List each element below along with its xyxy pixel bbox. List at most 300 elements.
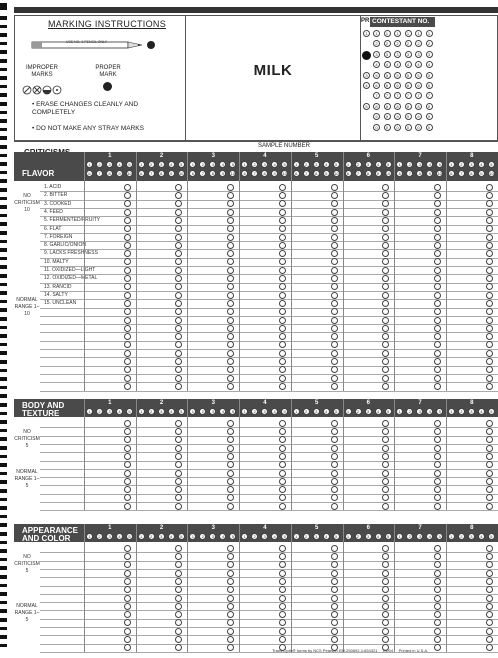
- criticism-bubble[interactable]: [175, 578, 182, 585]
- score-bubble[interactable]: 3: [106, 408, 113, 415]
- criticism-bubble[interactable]: [486, 420, 493, 427]
- criticism-bubble[interactable]: [227, 570, 234, 577]
- contestant-digit-bubble[interactable]: 0: [394, 124, 401, 131]
- criticism-bubble[interactable]: [434, 325, 441, 332]
- criticism-bubble[interactable]: [331, 350, 338, 357]
- criticism-bubble[interactable]: [382, 267, 389, 274]
- score-bubble[interactable]: 9: [323, 170, 330, 177]
- criticism-bubble[interactable]: [279, 225, 286, 232]
- criticism-bubble[interactable]: [227, 217, 234, 224]
- pr-bubble[interactable]: 3: [363, 72, 370, 79]
- criticism-bubble[interactable]: [279, 478, 286, 485]
- criticism-bubble[interactable]: [434, 595, 441, 602]
- contestant-digit-bubble[interactable]: 0: [415, 124, 422, 131]
- criticism-bubble[interactable]: [227, 553, 234, 560]
- contestant-digit-bubble[interactable]: 3: [373, 51, 380, 58]
- criticism-bubble[interactable]: [124, 292, 131, 299]
- criticism-bubble[interactable]: [227, 225, 234, 232]
- score-bubble[interactable]: 6: [396, 170, 403, 177]
- score-bubble[interactable]: 1: [138, 533, 145, 540]
- criticism-bubble[interactable]: [434, 275, 441, 282]
- criticism-bubble[interactable]: [279, 461, 286, 468]
- criticism-bubble[interactable]: [227, 366, 234, 373]
- contestant-digit-bubble[interactable]: 6: [405, 82, 412, 89]
- criticism-bubble[interactable]: [486, 200, 493, 207]
- criticism-bubble[interactable]: [486, 461, 493, 468]
- criticism-bubble[interactable]: [486, 545, 493, 552]
- score-bubble[interactable]: 3: [158, 161, 165, 168]
- criticism-bubble[interactable]: [382, 341, 389, 348]
- criticism-bubble[interactable]: [382, 461, 389, 468]
- score-bubble[interactable]: 1: [396, 408, 403, 415]
- contestant-digit-bubble[interactable]: 7: [426, 92, 433, 99]
- score-bubble[interactable]: 2: [251, 161, 258, 168]
- criticism-bubble[interactable]: [331, 358, 338, 365]
- criticism-bubble[interactable]: [124, 570, 131, 577]
- criticism-bubble[interactable]: [331, 545, 338, 552]
- score-bubble[interactable]: 1: [241, 408, 248, 415]
- contestant-digit-bubble[interactable]: 1: [405, 30, 412, 37]
- criticism-bubble[interactable]: [331, 242, 338, 249]
- criticism-bubble[interactable]: [382, 333, 389, 340]
- criticism-bubble[interactable]: [175, 358, 182, 365]
- score-bubble[interactable]: 1: [86, 408, 93, 415]
- criticism-bubble[interactable]: [279, 586, 286, 593]
- score-bubble[interactable]: 3: [209, 161, 216, 168]
- criticism-bubble[interactable]: [175, 545, 182, 552]
- criticism-bubble[interactable]: [124, 636, 131, 643]
- contestant-digit-bubble[interactable]: 7: [405, 92, 412, 99]
- criticism-bubble[interactable]: [486, 341, 493, 348]
- criticism-bubble[interactable]: [331, 611, 338, 618]
- score-bubble[interactable]: 5: [385, 408, 392, 415]
- score-bubble[interactable]: 7: [148, 170, 155, 177]
- criticism-bubble[interactable]: [279, 192, 286, 199]
- criticism-bubble[interactable]: [124, 333, 131, 340]
- score-bubble[interactable]: 6: [345, 170, 352, 177]
- criticism-bubble[interactable]: [382, 325, 389, 332]
- criticism-bubble[interactable]: [434, 358, 441, 365]
- criticism-bubble[interactable]: [175, 586, 182, 593]
- contestant-digit-bubble[interactable]: 7: [415, 92, 422, 99]
- criticism-bubble[interactable]: [124, 561, 131, 568]
- score-bubble[interactable]: 6: [241, 170, 248, 177]
- criticism-bubble[interactable]: [382, 209, 389, 216]
- criticism-bubble[interactable]: [331, 603, 338, 610]
- score-bubble[interactable]: 7: [251, 170, 258, 177]
- criticism-bubble[interactable]: [124, 553, 131, 560]
- criticism-bubble[interactable]: [486, 292, 493, 299]
- criticism-bubble[interactable]: [227, 333, 234, 340]
- contestant-digit-bubble[interactable]: 8: [426, 103, 433, 110]
- score-bubble[interactable]: 9: [426, 170, 433, 177]
- contestant-digit-bubble[interactable]: 2: [415, 40, 422, 47]
- criticism-bubble[interactable]: [331, 308, 338, 315]
- criticism-bubble[interactable]: [175, 341, 182, 348]
- criticism-bubble[interactable]: [227, 619, 234, 626]
- score-bubble[interactable]: 3: [158, 533, 165, 540]
- criticism-bubble[interactable]: [331, 275, 338, 282]
- criticism-bubble[interactable]: [227, 453, 234, 460]
- criticism-bubble[interactable]: [331, 570, 338, 577]
- criticism-bubble[interactable]: [175, 292, 182, 299]
- criticism-bubble[interactable]: [279, 603, 286, 610]
- criticism-bubble[interactable]: [486, 595, 493, 602]
- score-bubble[interactable]: 5: [488, 161, 495, 168]
- criticism-bubble[interactable]: [175, 603, 182, 610]
- score-bubble[interactable]: 2: [251, 533, 258, 540]
- score-bubble[interactable]: 6: [138, 170, 145, 177]
- contestant-digit-bubble[interactable]: 4: [405, 61, 412, 68]
- criticism-bubble[interactable]: [382, 453, 389, 460]
- criticism-bubble[interactable]: [486, 225, 493, 232]
- criticism-bubble[interactable]: [124, 258, 131, 265]
- criticism-bubble[interactable]: [382, 292, 389, 299]
- criticism-bubble[interactable]: [486, 383, 493, 390]
- criticism-bubble[interactable]: [124, 603, 131, 610]
- criticism-bubble[interactable]: [227, 420, 234, 427]
- contestant-digit-bubble[interactable]: 1: [415, 30, 422, 37]
- criticism-bubble[interactable]: [434, 586, 441, 593]
- criticism-bubble[interactable]: [175, 644, 182, 651]
- score-bubble[interactable]: 4: [168, 161, 175, 168]
- criticism-bubble[interactable]: [124, 503, 131, 510]
- criticism-bubble[interactable]: [175, 325, 182, 332]
- score-bubble[interactable]: 5: [178, 161, 185, 168]
- score-bubble[interactable]: 1: [448, 161, 455, 168]
- criticism-bubble[interactable]: [331, 553, 338, 560]
- criticism-bubble[interactable]: [124, 420, 131, 427]
- contestant-digit-bubble[interactable]: 5: [405, 72, 412, 79]
- score-bubble[interactable]: 3: [468, 408, 475, 415]
- criticism-bubble[interactable]: [331, 333, 338, 340]
- contestant-digit-bubble[interactable]: 4: [373, 61, 380, 68]
- score-bubble[interactable]: 4: [426, 533, 433, 540]
- criticism-bubble[interactable]: [331, 366, 338, 373]
- criticism-bubble[interactable]: [382, 308, 389, 315]
- criticism-bubble[interactable]: [486, 325, 493, 332]
- criticism-bubble[interactable]: [331, 192, 338, 199]
- score-bubble[interactable]: 5: [178, 533, 185, 540]
- criticism-bubble[interactable]: [434, 570, 441, 577]
- criticism-bubble[interactable]: [382, 234, 389, 241]
- criticism-bubble[interactable]: [382, 578, 389, 585]
- criticism-bubble[interactable]: [279, 258, 286, 265]
- criticism-bubble[interactable]: [434, 383, 441, 390]
- criticism-bubble[interactable]: [434, 644, 441, 651]
- criticism-bubble[interactable]: [486, 366, 493, 373]
- criticism-bubble[interactable]: [124, 308, 131, 315]
- criticism-bubble[interactable]: [382, 619, 389, 626]
- score-bubble[interactable]: 3: [365, 408, 372, 415]
- criticism-bubble[interactable]: [486, 300, 493, 307]
- criticism-bubble[interactable]: [434, 341, 441, 348]
- score-bubble[interactable]: 4: [219, 408, 226, 415]
- score-bubble[interactable]: 10: [489, 171, 494, 176]
- criticism-bubble[interactable]: [124, 611, 131, 618]
- score-bubble[interactable]: 3: [365, 533, 372, 540]
- criticism-bubble[interactable]: [434, 250, 441, 257]
- criticism-bubble[interactable]: [279, 445, 286, 452]
- score-bubble[interactable]: 10: [334, 171, 339, 176]
- criticism-bubble[interactable]: [331, 619, 338, 626]
- contestant-digit-bubble[interactable]: 6: [426, 82, 433, 89]
- score-bubble[interactable]: 8: [209, 170, 216, 177]
- criticism-bubble[interactable]: [175, 478, 182, 485]
- criticism-bubble[interactable]: [434, 267, 441, 274]
- criticism-bubble[interactable]: [124, 436, 131, 443]
- criticism-bubble[interactable]: [175, 366, 182, 373]
- score-bubble[interactable]: 4: [478, 408, 485, 415]
- contestant-digit-bubble[interactable]: 3: [394, 51, 401, 58]
- score-bubble[interactable]: 3: [106, 533, 113, 540]
- score-bubble[interactable]: 5: [229, 533, 236, 540]
- criticism-bubble[interactable]: [382, 283, 389, 290]
- criticism-bubble[interactable]: [279, 317, 286, 324]
- criticism-bubble[interactable]: [227, 428, 234, 435]
- criticism-bubble[interactable]: [434, 461, 441, 468]
- score-bubble[interactable]: 2: [148, 408, 155, 415]
- contestant-digit-bubble[interactable]: 6: [394, 82, 401, 89]
- score-bubble[interactable]: 5: [126, 533, 133, 540]
- score-bubble[interactable]: 1: [448, 533, 455, 540]
- criticism-bubble[interactable]: [486, 375, 493, 382]
- criticism-bubble[interactable]: [331, 636, 338, 643]
- criticism-bubble[interactable]: [331, 217, 338, 224]
- score-bubble[interactable]: 2: [458, 408, 465, 415]
- score-bubble[interactable]: 1: [138, 161, 145, 168]
- contestant-digit-bubble[interactable]: 2: [373, 40, 380, 47]
- criticism-bubble[interactable]: [227, 445, 234, 452]
- criticism-bubble[interactable]: [124, 350, 131, 357]
- criticism-bubble[interactable]: [331, 420, 338, 427]
- contestant-digit-bubble[interactable]: 1: [384, 30, 391, 37]
- contestant-digit-bubble[interactable]: 9: [394, 113, 401, 120]
- score-bubble[interactable]: 3: [261, 533, 268, 540]
- criticism-bubble[interactable]: [434, 628, 441, 635]
- score-bubble[interactable]: 3: [313, 408, 320, 415]
- criticism-bubble[interactable]: [434, 317, 441, 324]
- score-bubble[interactable]: 2: [199, 533, 206, 540]
- criticism-bubble[interactable]: [279, 628, 286, 635]
- criticism-bubble[interactable]: [486, 192, 493, 199]
- criticism-bubble[interactable]: [486, 453, 493, 460]
- contestant-digit-bubble[interactable]: 9: [373, 113, 380, 120]
- criticism-bubble[interactable]: [382, 595, 389, 602]
- criticism-bubble[interactable]: [434, 375, 441, 382]
- score-bubble[interactable]: 7: [355, 170, 362, 177]
- criticism-bubble[interactable]: [175, 283, 182, 290]
- criticism-bubble[interactable]: [175, 317, 182, 324]
- contestant-digit-bubble[interactable]: 7: [394, 92, 401, 99]
- criticism-bubble[interactable]: [124, 300, 131, 307]
- contestant-digit-bubble[interactable]: 0: [373, 124, 380, 131]
- criticism-bubble[interactable]: [124, 445, 131, 452]
- criticism-bubble[interactable]: [175, 436, 182, 443]
- criticism-bubble[interactable]: [331, 470, 338, 477]
- criticism-bubble[interactable]: [486, 428, 493, 435]
- criticism-bubble[interactable]: [382, 628, 389, 635]
- criticism-bubble[interactable]: [486, 644, 493, 651]
- criticism-bubble[interactable]: [486, 478, 493, 485]
- criticism-bubble[interactable]: [227, 494, 234, 501]
- criticism-bubble[interactable]: [279, 234, 286, 241]
- criticism-bubble[interactable]: [175, 258, 182, 265]
- criticism-bubble[interactable]: [227, 300, 234, 307]
- contestant-digit-bubble[interactable]: 8: [415, 103, 422, 110]
- criticism-bubble[interactable]: [227, 341, 234, 348]
- score-bubble[interactable]: 10: [127, 171, 132, 176]
- score-bubble[interactable]: 4: [168, 408, 175, 415]
- score-bubble[interactable]: 3: [106, 161, 113, 168]
- score-bubble[interactable]: 2: [96, 533, 103, 540]
- criticism-bubble[interactable]: [434, 234, 441, 241]
- criticism-bubble[interactable]: [175, 445, 182, 452]
- criticism-bubble[interactable]: [331, 341, 338, 348]
- criticism-bubble[interactable]: [279, 267, 286, 274]
- score-bubble[interactable]: 3: [365, 161, 372, 168]
- criticism-bubble[interactable]: [279, 333, 286, 340]
- score-bubble[interactable]: 4: [478, 161, 485, 168]
- criticism-bubble[interactable]: [279, 366, 286, 373]
- criticism-bubble[interactable]: [486, 333, 493, 340]
- criticism-bubble[interactable]: [331, 375, 338, 382]
- criticism-bubble[interactable]: [382, 317, 389, 324]
- criticism-bubble[interactable]: [331, 209, 338, 216]
- score-bubble[interactable]: 3: [416, 408, 423, 415]
- score-bubble[interactable]: 2: [96, 161, 103, 168]
- criticism-bubble[interactable]: [486, 578, 493, 585]
- criticism-bubble[interactable]: [486, 283, 493, 290]
- criticism-bubble[interactable]: [486, 217, 493, 224]
- criticism-bubble[interactable]: [227, 234, 234, 241]
- criticism-bubble[interactable]: [175, 308, 182, 315]
- criticism-bubble[interactable]: [434, 611, 441, 618]
- criticism-bubble[interactable]: [331, 258, 338, 265]
- contestant-digit-bubble[interactable]: 3: [426, 51, 433, 58]
- criticism-bubble[interactable]: [175, 420, 182, 427]
- criticism-bubble[interactable]: [486, 250, 493, 257]
- criticism-bubble[interactable]: [382, 561, 389, 568]
- score-bubble[interactable]: 5: [178, 408, 185, 415]
- score-bubble[interactable]: 1: [396, 533, 403, 540]
- score-bubble[interactable]: 1: [293, 161, 300, 168]
- contestant-digit-bubble[interactable]: 7: [373, 92, 380, 99]
- contestant-digit-bubble[interactable]: 5: [373, 72, 380, 79]
- criticism-bubble[interactable]: [486, 619, 493, 626]
- score-bubble[interactable]: 8: [261, 170, 268, 177]
- score-bubble[interactable]: 4: [323, 408, 330, 415]
- contestant-digit-bubble[interactable]: 3: [405, 51, 412, 58]
- criticism-bubble[interactable]: [227, 611, 234, 618]
- criticism-bubble[interactable]: [227, 292, 234, 299]
- score-bubble[interactable]: 5: [281, 408, 288, 415]
- criticism-bubble[interactable]: [124, 375, 131, 382]
- contestant-digit-bubble[interactable]: 8: [384, 103, 391, 110]
- criticism-bubble[interactable]: [382, 192, 389, 199]
- score-bubble[interactable]: 1: [345, 161, 352, 168]
- criticism-bubble[interactable]: [486, 184, 493, 191]
- criticism-bubble[interactable]: [486, 258, 493, 265]
- criticism-bubble[interactable]: [279, 578, 286, 585]
- criticism-bubble[interactable]: [175, 267, 182, 274]
- criticism-bubble[interactable]: [175, 636, 182, 643]
- score-bubble[interactable]: 3: [209, 533, 216, 540]
- score-bubble[interactable]: 2: [303, 161, 310, 168]
- score-bubble[interactable]: 2: [303, 533, 310, 540]
- criticism-bubble[interactable]: [227, 561, 234, 568]
- score-bubble[interactable]: 1: [345, 408, 352, 415]
- score-bubble[interactable]: 1: [189, 408, 196, 415]
- criticism-bubble[interactable]: [279, 545, 286, 552]
- criticism-bubble[interactable]: [124, 325, 131, 332]
- score-bubble[interactable]: 8: [106, 170, 113, 177]
- criticism-bubble[interactable]: [175, 561, 182, 568]
- criticism-bubble[interactable]: [227, 200, 234, 207]
- score-bubble[interactable]: 4: [375, 161, 382, 168]
- score-bubble[interactable]: 6: [448, 170, 455, 177]
- criticism-bubble[interactable]: [486, 611, 493, 618]
- criticism-bubble[interactable]: [279, 553, 286, 560]
- criticism-bubble[interactable]: [331, 283, 338, 290]
- score-bubble[interactable]: 4: [271, 161, 278, 168]
- score-bubble[interactable]: 2: [96, 408, 103, 415]
- criticism-bubble[interactable]: [434, 503, 441, 510]
- criticism-bubble[interactable]: [382, 200, 389, 207]
- criticism-bubble[interactable]: [227, 325, 234, 332]
- score-bubble[interactable]: 4: [168, 533, 175, 540]
- criticism-bubble[interactable]: [227, 503, 234, 510]
- score-bubble[interactable]: 10: [385, 171, 391, 176]
- score-bubble[interactable]: 3: [313, 161, 320, 168]
- score-bubble[interactable]: 4: [478, 533, 485, 540]
- criticism-bubble[interactable]: [124, 586, 131, 593]
- contestant-digit-bubble[interactable]: 4: [394, 61, 401, 68]
- criticism-bubble[interactable]: [434, 619, 441, 626]
- criticism-bubble[interactable]: [434, 478, 441, 485]
- score-bubble[interactable]: 8: [468, 170, 475, 177]
- score-bubble[interactable]: 5: [436, 161, 443, 168]
- contestant-digit-bubble[interactable]: 8: [405, 103, 412, 110]
- score-bubble[interactable]: 9: [271, 170, 278, 177]
- criticism-bubble[interactable]: [124, 250, 131, 257]
- score-bubble[interactable]: 4: [323, 161, 330, 168]
- criticism-bubble[interactable]: [227, 545, 234, 552]
- criticism-bubble[interactable]: [486, 234, 493, 241]
- score-bubble[interactable]: 1: [138, 408, 145, 415]
- criticism-bubble[interactable]: [382, 636, 389, 643]
- criticism-bubble[interactable]: [331, 234, 338, 241]
- criticism-bubble[interactable]: [486, 494, 493, 501]
- score-bubble[interactable]: 6: [86, 170, 93, 177]
- criticism-bubble[interactable]: [434, 603, 441, 610]
- score-bubble[interactable]: 1: [345, 533, 352, 540]
- contestant-digit-bubble[interactable]: 4: [426, 61, 433, 68]
- contestant-digit-bubble[interactable]: 4: [384, 61, 391, 68]
- contestant-digit-bubble[interactable]: 9: [415, 113, 422, 120]
- criticism-bubble[interactable]: [279, 275, 286, 282]
- criticism-bubble[interactable]: [382, 611, 389, 618]
- criticism-bubble[interactable]: [434, 470, 441, 477]
- score-bubble[interactable]: 3: [261, 408, 268, 415]
- criticism-bubble[interactable]: [124, 283, 131, 290]
- criticism-bubble[interactable]: [124, 461, 131, 468]
- criticism-bubble[interactable]: [486, 209, 493, 216]
- criticism-bubble[interactable]: [279, 250, 286, 257]
- contestant-digit-bubble[interactable]: 6: [384, 82, 391, 89]
- criticism-bubble[interactable]: [279, 209, 286, 216]
- criticism-bubble[interactable]: [434, 428, 441, 435]
